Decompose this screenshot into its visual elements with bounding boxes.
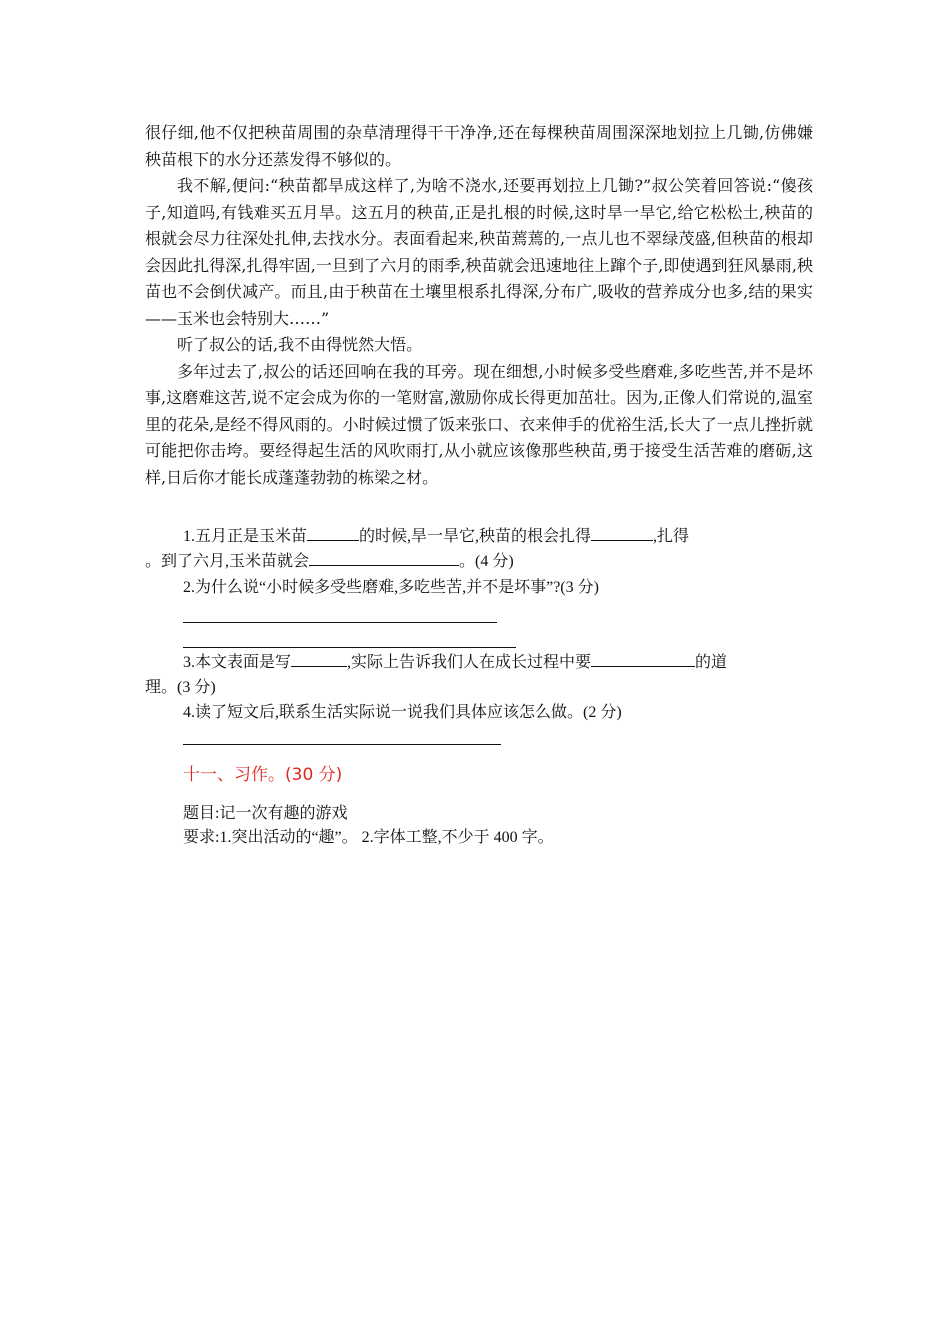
question-1-text-c: ,扎得: [653, 528, 690, 545]
question-3-text-c: 的道: [695, 654, 728, 671]
passage-paragraph-4: 多年过去了,叔公的话还回响在我的耳旁。现在细想,小时候多受些磨难,多吃些苦,并不是坏事,这磨难这苦,说不定会成为你的一笔财富,激励你成长得更加茁壮。因为,正像人们常说的,温室里的花朵,是经不得风雨的。小时候过惯了饭来张口、衣来伸手的优裕生活,长大了一点儿挫折就可能把你击垮。要经得起生活的风吹雨打,从小就应该像那些秧苗,勇于接受生活苦难的磨砺,这样,日后你才能长成蓬蓬勃勃的栋梁之材。: [145, 361, 813, 487]
question-3-blank-1[interactable]: [291, 652, 347, 667]
question-3-text-a: 3.本文表面是写: [183, 654, 292, 671]
passage-paragraph-1: 很仔细,他不仅把秧苗周围的杂草清理得干干净净,还在每棵秧苗周围深深地划拉上几锄,仿佛嫌秧苗根下的水分还蒸发得不够似的。: [145, 123, 813, 169]
question-1-blank-2[interactable]: [591, 526, 653, 541]
question-3-line-2: 理。(3 分): [145, 679, 216, 696]
composition-topic: 题目:记一次有趣的游戏: [183, 805, 348, 822]
section-title: 十一、习作。(30 分): [183, 765, 343, 785]
question-1-text-e: 。(4 分): [459, 553, 514, 570]
question-3-line-1: [183, 650, 727, 675]
reading-passage: [145, 120, 813, 491]
question-1-text-d: 。到了六月,玉米苗就会: [145, 553, 310, 570]
question-1-blank-1[interactable]: [307, 526, 359, 541]
question-3-blank-2[interactable]: [591, 652, 695, 667]
answer-line-2a[interactable]: [183, 622, 497, 623]
question-1-text-a: 1.五月正是玉米苗: [183, 528, 308, 545]
question-4: 4.读了短文后,联系生活实际说一说我们具体应该怎么做。(2 分): [183, 704, 622, 721]
question-2: 2.为什么说“小时候多受些磨难,多吃些苦,并不是坏事”?(3 分): [183, 579, 599, 596]
passage-paragraph-2: 我不解,便问:“秧苗都旱成这样了,为啥不浇水,还要再划拉上几锄?”叔公笑着回答说:“傻孩子,知道吗,有钱难买五月旱。这五月的秧苗,正是扎根的时候,这时旱一旱它,给它松松土,秧苗的根就会尽力往深处扎伸,去找水分。表面看起来,秧苗蔫蔫的,一点儿也不翠绿茂盛,但秧苗的根却会因此扎得深,扎得牢固,一旦到了六月的雨季,秧苗就会迅速地往上蹿个子,即使遇到狂风暴雨,秧苗也不会倒伏减产。而且,由于秧苗在土壤里根系扎得深,分布广,吸收的营养成分也多,结的果实——玉米也会特别大……”: [145, 176, 813, 328]
question-1-text-b: 的时候,旱一旱它,秧苗的根会扎得: [359, 528, 592, 545]
question-1-line-1: [183, 524, 689, 549]
question-1-line-2: [145, 549, 514, 574]
passage-paragraph-3: 听了叔公的话,我不由得恍然大悟。: [177, 335, 423, 354]
answer-line-4[interactable]: [183, 744, 501, 745]
answer-line-2b[interactable]: [183, 647, 516, 648]
question-3-text-b: ,实际上告诉我们人在成长过程中要: [347, 654, 592, 671]
question-1-blank-3[interactable]: [309, 551, 459, 566]
composition-requirements: 要求:1.突出活动的“趣”。 2.字体工整,不少于 400 字。: [183, 829, 554, 846]
